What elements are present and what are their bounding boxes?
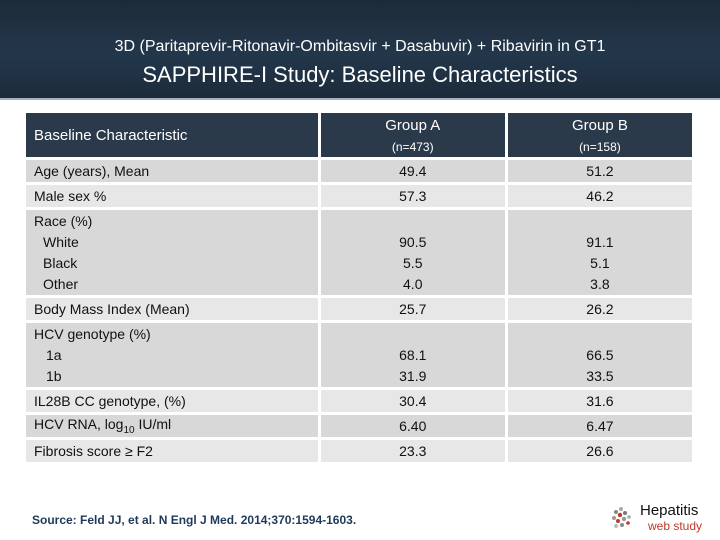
row-label-group [26,323,318,390]
group-a-value: 6.40 [318,415,505,440]
row-sublabel: White [43,233,79,250]
table-row [26,440,692,465]
group-a-value: 57.3 [318,185,505,210]
group-b-label: Group B [571,117,628,134]
title-banner [0,0,720,100]
table-row [26,415,692,440]
group-a-value: 68.1 [399,346,427,363]
row-label-subscript: 10 [123,424,135,436]
group-b-value: 31.6 [505,390,692,415]
row-sublabel: Black [43,254,78,271]
row-label: IL28B CC genotype, (%) [26,390,318,415]
group-a-label: Group A [385,117,441,134]
table-row [26,390,692,415]
logo-word-web-study: web study [648,519,703,533]
table-row [26,323,692,390]
table-header-row [26,113,692,160]
group-a-values [318,323,505,390]
group-a-value: 49.4 [318,160,505,185]
table-row [26,298,692,323]
group-b-values [505,210,692,298]
group-a-value: 90.5 [399,233,427,250]
group-b-value: 5.1 [590,254,610,271]
table-row [26,210,692,298]
row-label-unit: IU/ml [134,416,172,433]
group-b-values [505,323,692,390]
row-label: Age (years), Mean [26,160,318,185]
logo-word-hepatitis: Hepatitis [640,502,699,519]
group-b-n: (n=158) [579,140,621,154]
row-label-group [26,210,318,298]
group-a-value: 4.0 [403,275,423,292]
row-label: Race (%) [34,212,93,229]
row-label [26,415,318,440]
slide-title: SAPPHIRE-I Study: Baseline Characteristics [142,62,578,87]
group-a-value: 25.7 [318,298,505,323]
group-b-value: 26.6 [505,440,692,465]
row-label: Body Mass Index (Mean) [26,298,318,323]
group-b-value: 3.8 [590,275,610,292]
group-b-value: 91.1 [586,233,614,250]
group-b-value: 26.2 [505,298,692,323]
group-b-value: 33.5 [586,367,614,384]
row-sublabel: Other [43,275,79,292]
group-a-value: 30.4 [318,390,505,415]
group-a-values [318,210,505,298]
hepatitis-web-study-logo [610,500,714,536]
row-label: HCV genotype (%) [34,325,151,342]
group-a-value: 5.5 [403,254,423,271]
table-row [26,185,692,210]
group-a-value: 23.3 [318,440,505,465]
slide-subtitle: 3D (Paritaprevir-Ritonavir-Ombitasvir + Dasabuvir) + Ribavirin in GT1 [114,38,606,55]
row-sublabel: 1a [46,346,62,363]
header-characteristic: Baseline Characteristic [26,113,318,160]
source-citation: Source: Feld JJ, et al. N Engl J Med. 2014;370:1594-1603. [32,513,357,527]
hepatitis-logo-mark-icon [610,504,638,532]
group-b-value: 6.47 [505,415,692,440]
row-label: Male sex % [26,185,318,210]
header-group-b [505,113,692,160]
header-group-a [318,113,505,160]
row-label-text: HCV RNA, log [34,416,124,433]
baseline-characteristics-table [26,113,692,465]
table-row [26,160,692,185]
row-label: Fibrosis score ≥ F2 [26,440,318,465]
group-a-n: (n=473) [391,140,434,154]
group-b-value: 51.2 [505,160,692,185]
row-sublabel: 1b [46,367,62,384]
group-b-value: 66.5 [586,346,614,363]
group-a-value: 31.9 [399,367,427,384]
group-b-value: 46.2 [505,185,692,210]
